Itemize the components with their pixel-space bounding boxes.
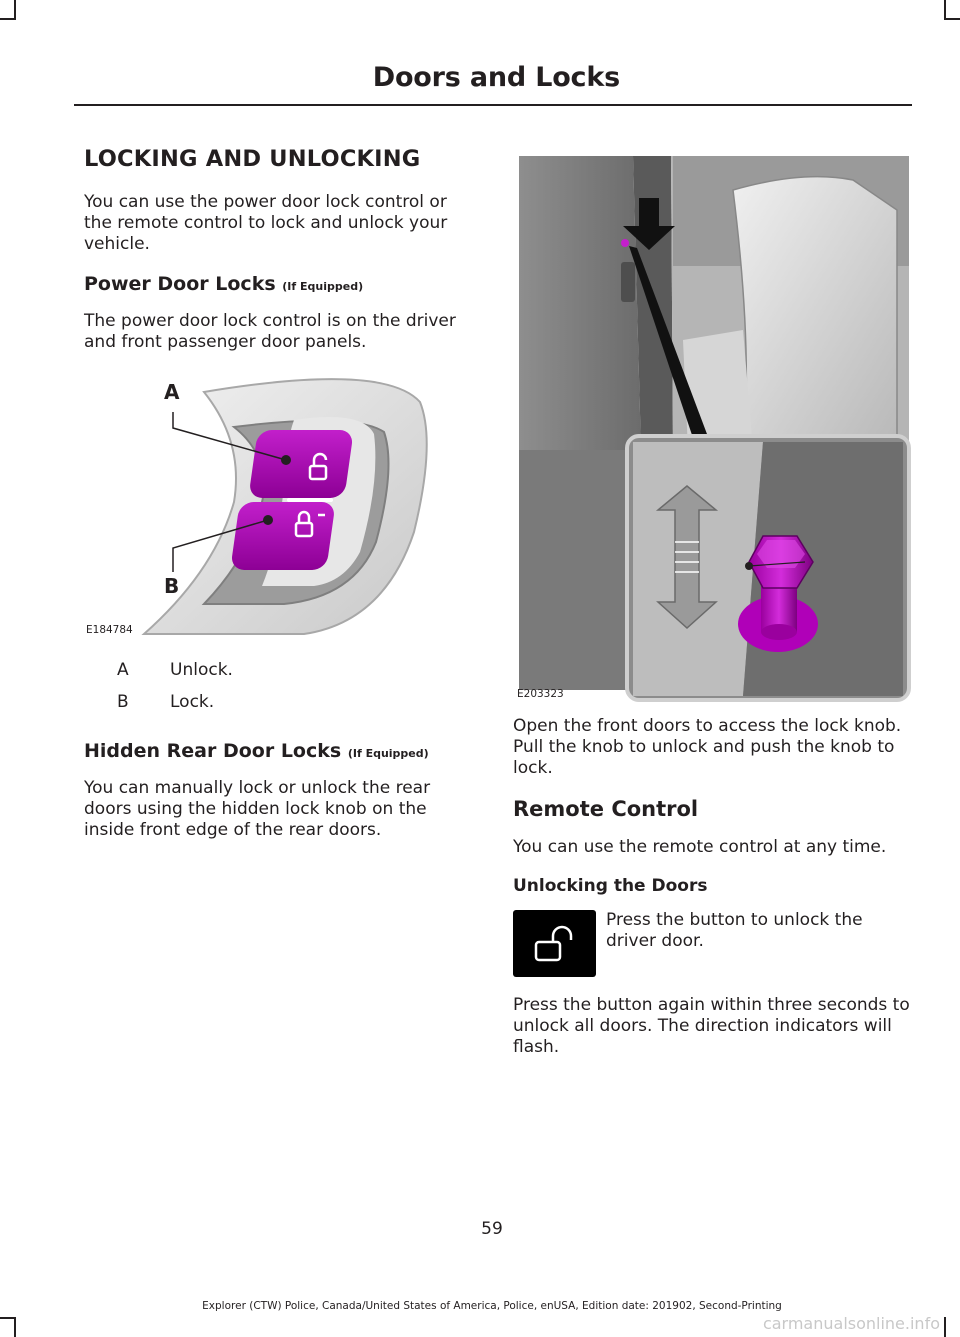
callout-a-label: A bbox=[164, 380, 180, 404]
right-column bbox=[513, 716, 913, 1076]
intro-paragraph: You can use the power door lock control or the remote control to lock and unlock your vehicle. bbox=[84, 192, 448, 254]
open-doors-paragraph: Open the front doors to access the lock knob. Pull the knob to unlock and push the knob to lock. bbox=[513, 716, 902, 778]
header-divider bbox=[74, 104, 912, 106]
rear-door-illustration bbox=[513, 150, 911, 704]
hidden-locks-paragraph: You can manually lock or unlock the rear doors using the hidden lock knob on the inside front edge of the rear doors. bbox=[84, 778, 431, 840]
hidden-locks-note: (If Equipped) bbox=[347, 747, 429, 760]
hidden-locks-heading-text: Hidden Rear Door Locks bbox=[84, 740, 342, 762]
crop-mark bbox=[0, 18, 16, 20]
left-column-lower bbox=[84, 740, 480, 859]
watermark: carmanualsonline.info bbox=[762, 1314, 940, 1333]
unlock-icon bbox=[513, 910, 596, 977]
figure-legend bbox=[84, 660, 464, 724]
unlock-instruction bbox=[513, 910, 913, 977]
crop-mark bbox=[944, 1317, 946, 1337]
power-locks-heading-text: Power Door Locks bbox=[84, 273, 276, 295]
figure-code: E203323 bbox=[517, 688, 564, 700]
unlock-all-paragraph: Press the button again within three seconds to unlock all doors. The direction indicators will flash. bbox=[513, 995, 910, 1057]
page-number: 59 bbox=[481, 1219, 503, 1239]
unlocking-doors-heading: Unlocking the Doors bbox=[513, 876, 708, 896]
power-locks-paragraph: The power door lock control is on the driver and front passenger door panels. bbox=[84, 311, 456, 352]
page-title: Doors and Locks bbox=[372, 62, 620, 93]
legend-key: B bbox=[117, 692, 129, 712]
power-locks-heading bbox=[84, 273, 480, 295]
rear-door-lock-figure bbox=[513, 150, 911, 704]
section-title: LOCKING AND UNLOCKING bbox=[84, 146, 421, 172]
left-column bbox=[84, 146, 480, 371]
crop-mark bbox=[14, 0, 16, 20]
figure-code: E184784 bbox=[86, 624, 133, 636]
crop-mark bbox=[944, 0, 946, 20]
callout-b-label: B bbox=[164, 574, 180, 598]
crop-mark bbox=[0, 1317, 16, 1319]
legend-row bbox=[84, 660, 464, 681]
legend-text: Unlock. bbox=[170, 660, 233, 680]
legend-key: A bbox=[117, 660, 129, 680]
hidden-locks-heading bbox=[84, 740, 480, 762]
crop-mark bbox=[14, 1317, 16, 1337]
legend-row bbox=[84, 692, 464, 713]
door-lock-switch-figure bbox=[84, 372, 480, 640]
remote-control-heading: Remote Control bbox=[513, 797, 699, 821]
power-locks-note: (If Equipped) bbox=[282, 280, 364, 293]
legend-text: Lock. bbox=[170, 692, 215, 712]
remote-control-paragraph: You can use the remote control at any time. bbox=[513, 837, 887, 857]
unlock-driver-paragraph: Press the button to unlock the driver door. bbox=[606, 910, 863, 951]
footer-text: Explorer (CTW) Police, Canada/United States of America, Police, enUSA, Edition date: 201902, Second-Printing bbox=[202, 1300, 782, 1312]
crop-mark bbox=[944, 18, 960, 20]
door-switch-illustration bbox=[84, 372, 480, 640]
